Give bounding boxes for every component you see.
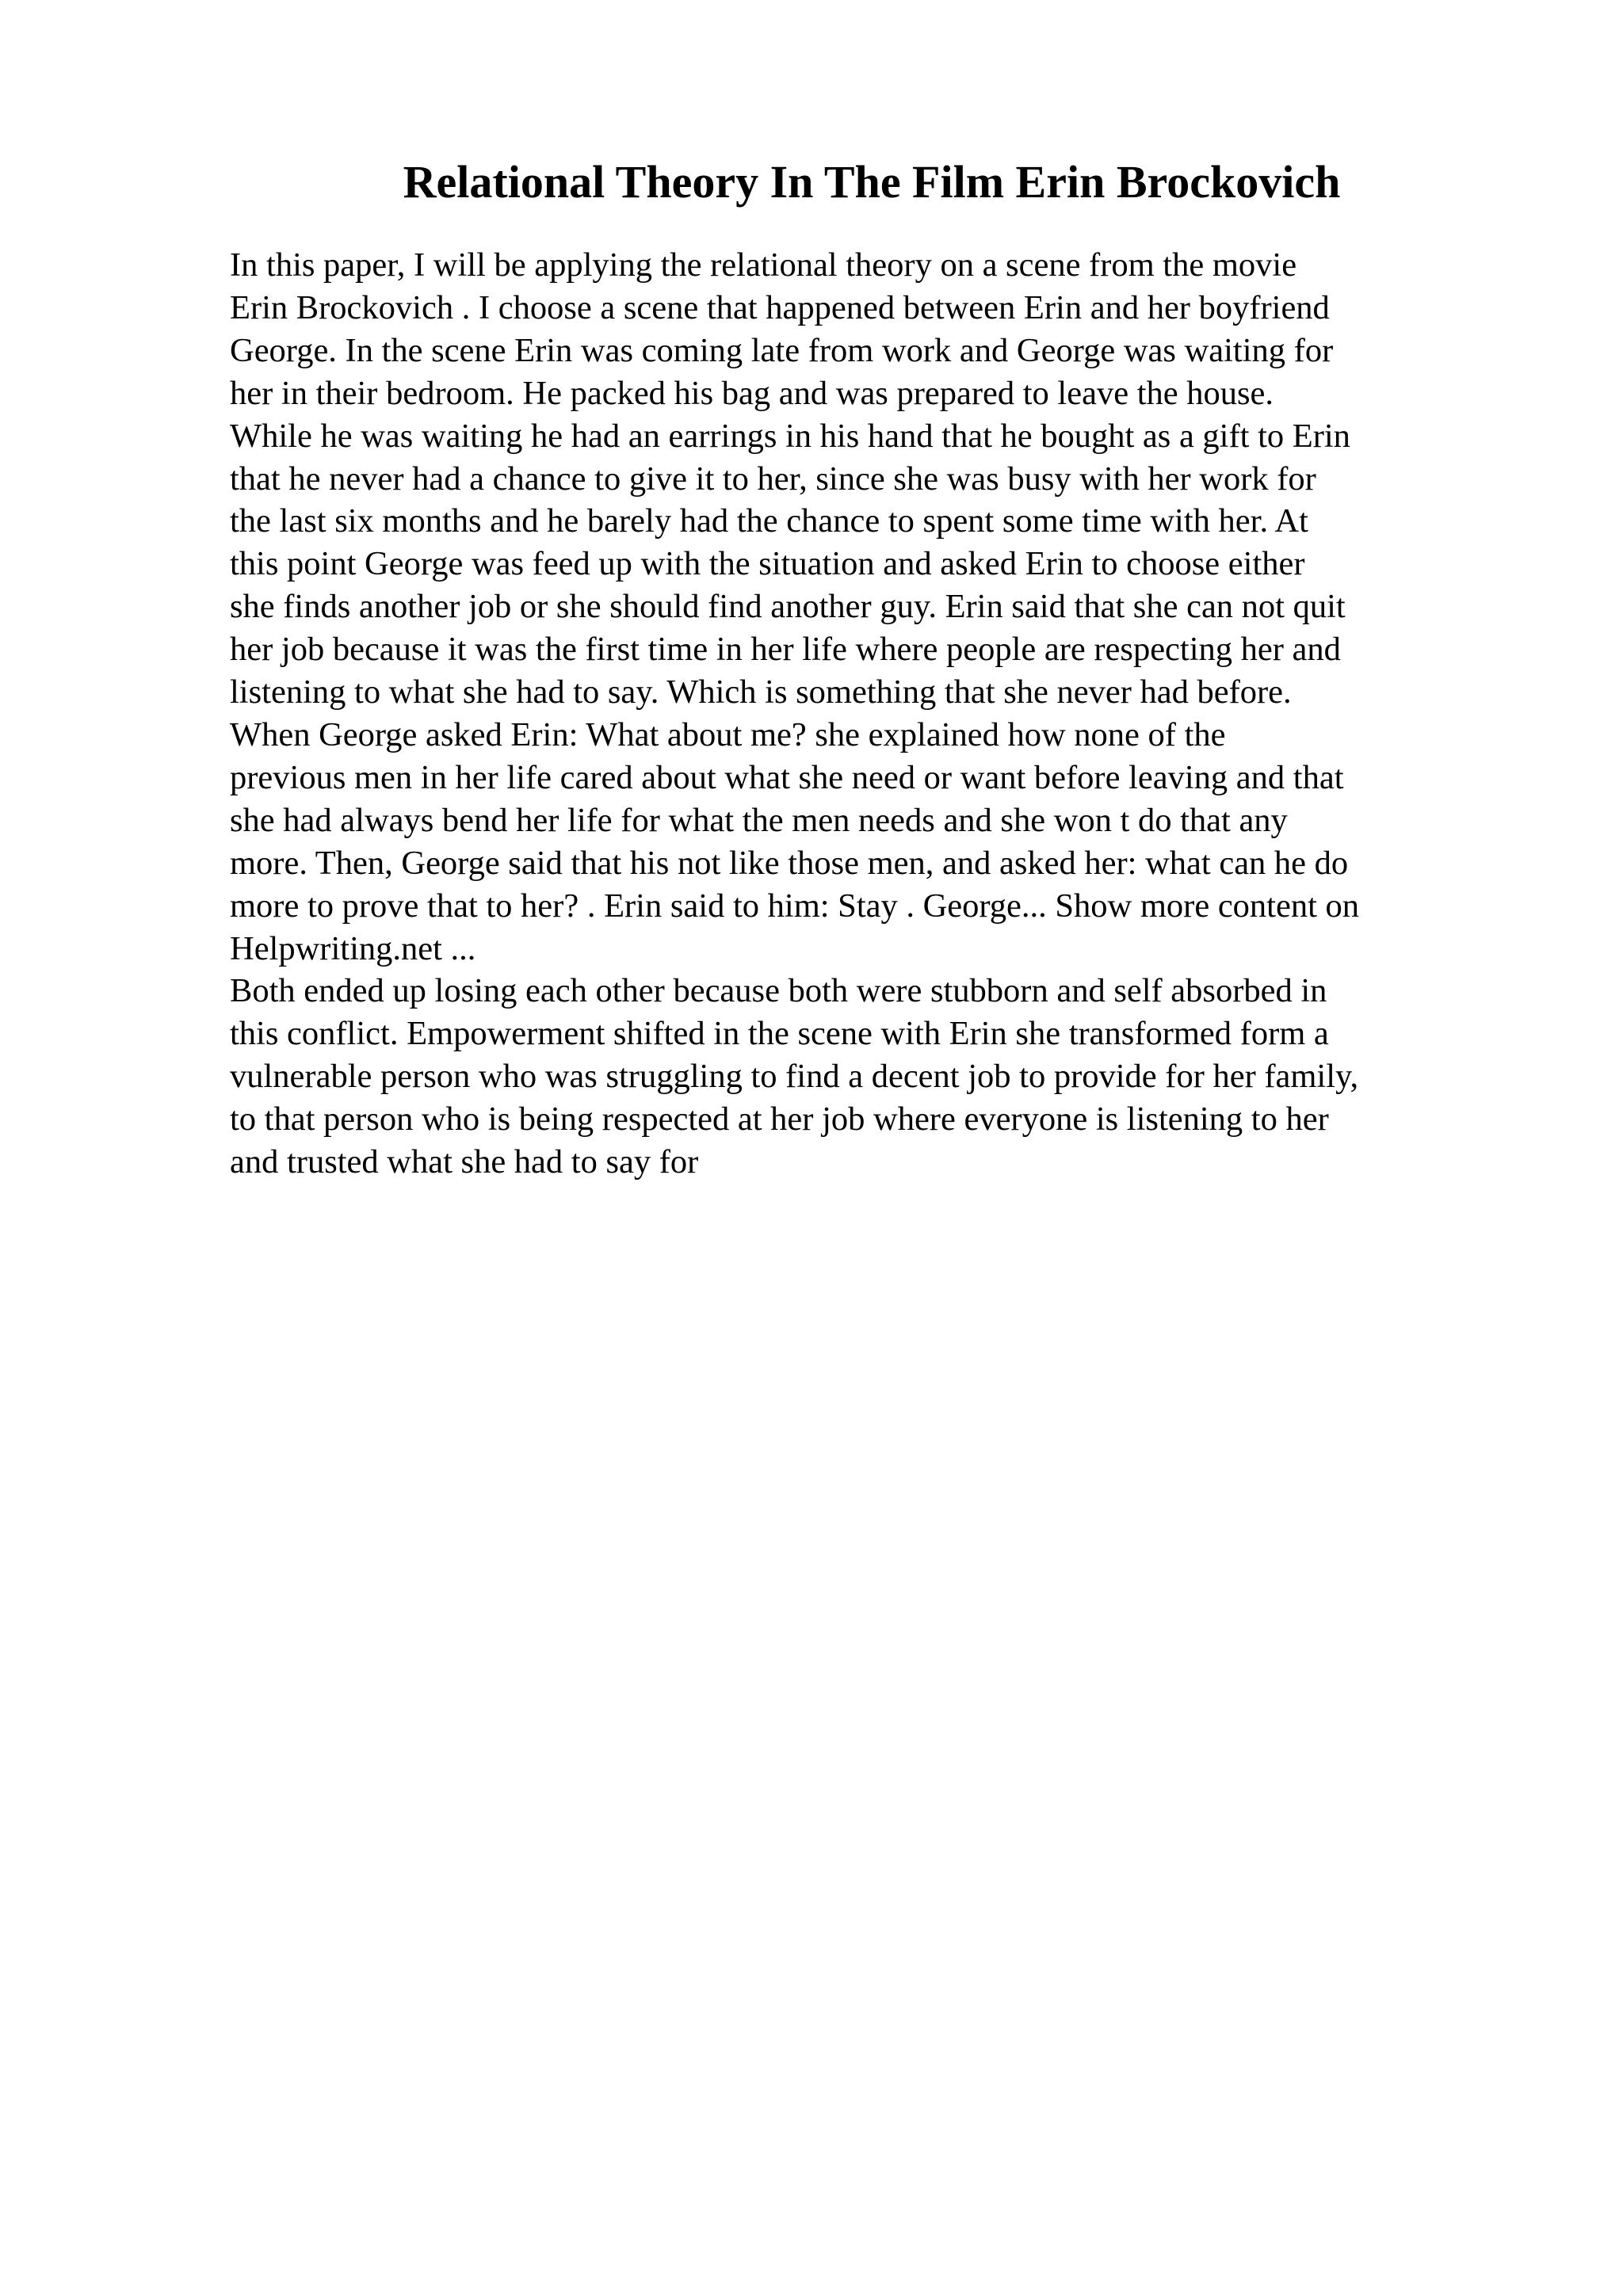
- text-line: When George asked Erin: What about me? she explained how none of the: [230, 715, 1226, 753]
- text-line: While he was waiting he had an earrings in his hand that he bought as a gift to Erin: [230, 417, 1350, 455]
- text-line: more. Then, George said that his not like those men, and asked her: what can he do: [230, 844, 1349, 882]
- text-line: Helpwriting.net ...: [230, 929, 476, 967]
- paragraph-1: [230, 244, 1482, 970]
- text-line: her job because it was the first time in her life where people are respecting her and: [230, 631, 1341, 669]
- text-line: her in their bedroom. He packed his bag and was prepared to leave the house.: [230, 374, 1274, 412]
- text-line: that he never had a chance to give it to her, since she was busy with her work for: [230, 460, 1316, 498]
- text-line: Both ended up losing each other because both were stubborn and self absorbed in: [230, 972, 1327, 1010]
- text-line: she finds another job or she should find another guy. Erin said that she can not quit: [230, 588, 1346, 626]
- text-line: vulnerable person who was struggling to find a decent job to provide for her family,: [230, 1058, 1359, 1096]
- text-line: George. In the scene Erin was coming late from work and George was waiting for: [230, 331, 1334, 369]
- text-line: In this paper, I will be applying the relational theory on a scene from the movie: [230, 246, 1297, 284]
- text-line: the last six months and he barely had the chance to spent some time with her. At: [230, 502, 1308, 540]
- text-line: to that person who is being respected at her job where everyone is listening to her: [230, 1100, 1329, 1138]
- text-line: and trusted what she had to say for: [230, 1143, 699, 1181]
- text-line: previous men in her life cared about what she need or want before leaving and that: [230, 758, 1344, 796]
- text-line: this point George was feed up with the situation and asked Erin to choose either: [230, 545, 1305, 583]
- text-line: listening to what she had to say. Which is something that she never had before.: [230, 673, 1292, 711]
- document-title: Relational Theory In The Film Erin Brockovich: [403, 156, 1341, 208]
- document-body: [230, 244, 1482, 1184]
- text-line: more to prove that to her? . Erin said to him: Stay . George... Show more content on: [230, 887, 1360, 925]
- text-line: she had always bend her life for what the men needs and she won t do that any: [230, 801, 1288, 839]
- text-line: Erin Brockovich . I choose a scene that happened between Erin and her boyfriend: [230, 288, 1330, 326]
- text-line: this conflict. Empowerment shifted in the scene with Erin she transformed form a: [230, 1015, 1329, 1053]
- paragraph-2: [230, 970, 1482, 1184]
